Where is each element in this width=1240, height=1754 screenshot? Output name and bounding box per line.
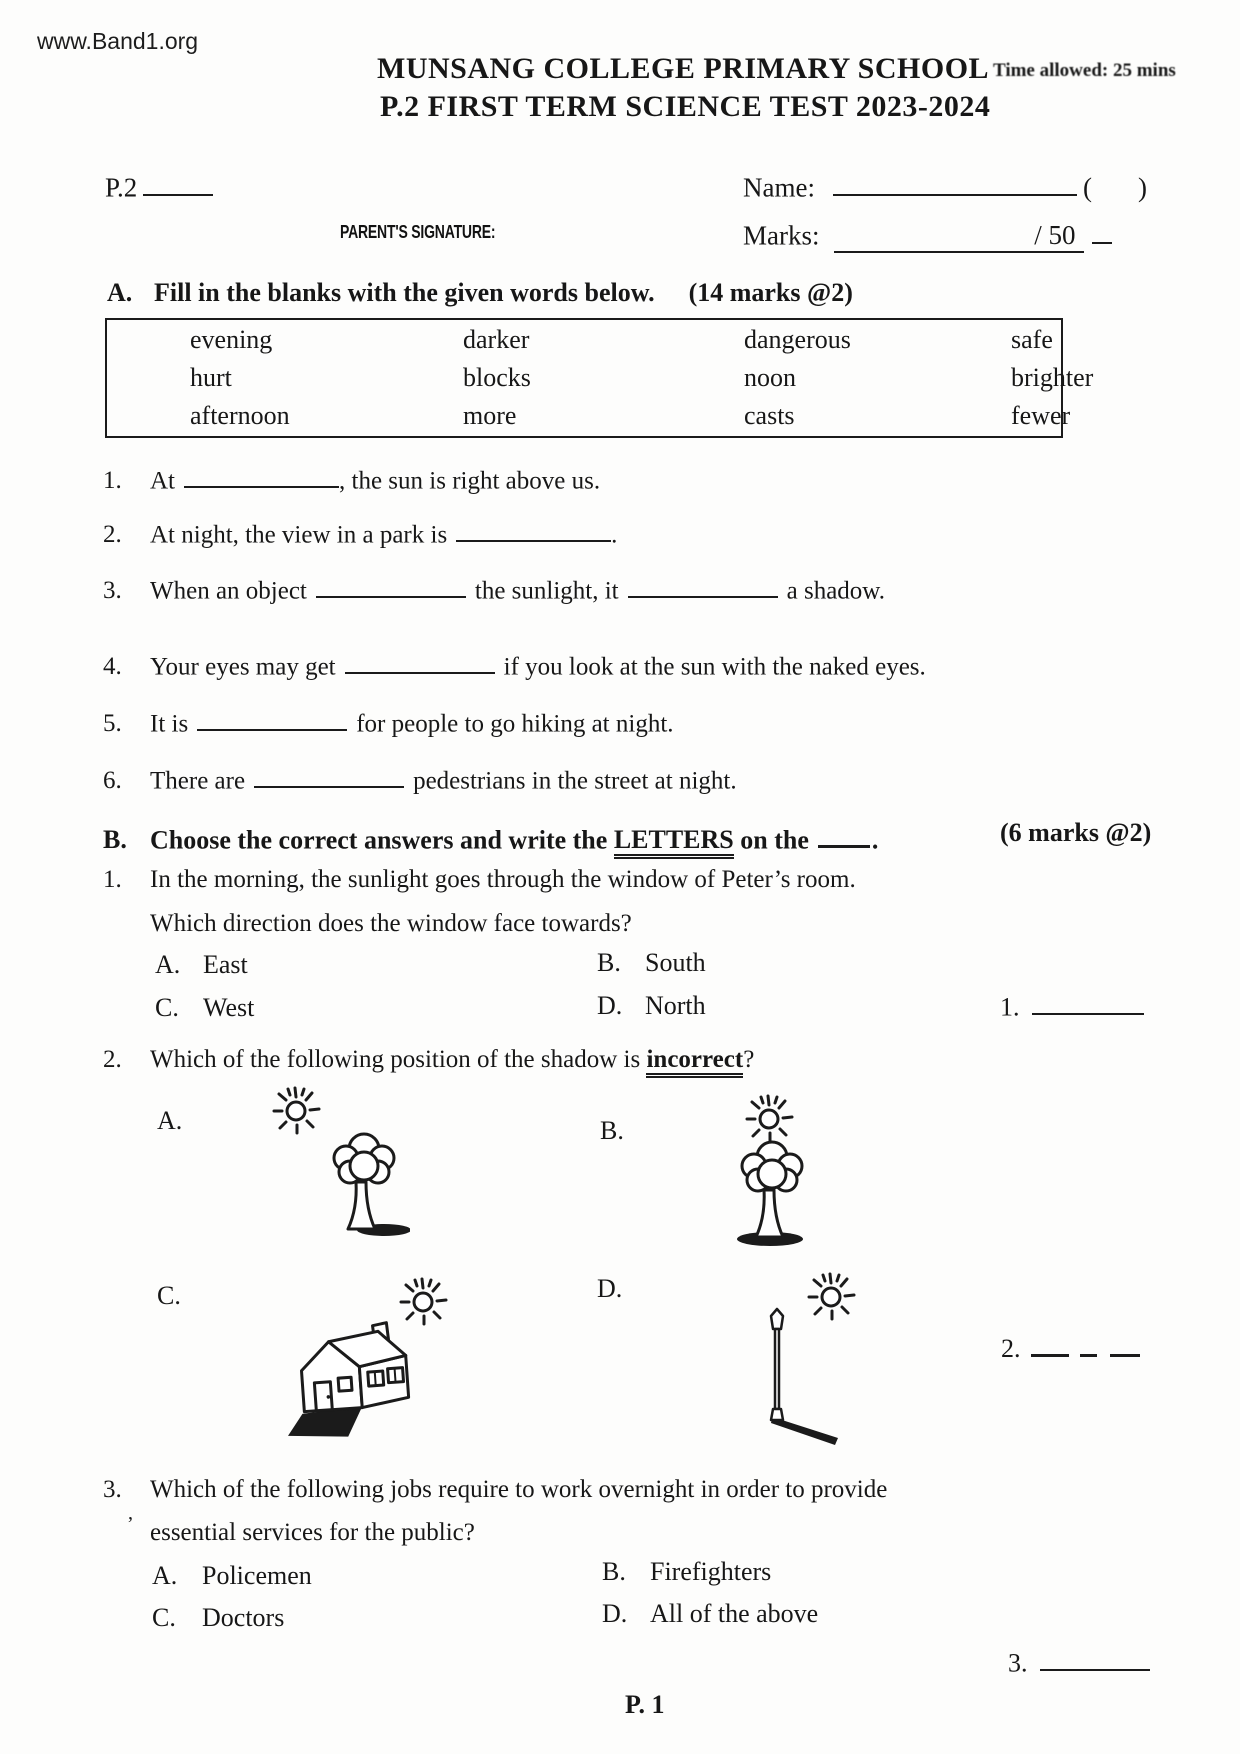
answer-blank-line[interactable] bbox=[254, 760, 404, 788]
word-bank-item: dangerous bbox=[744, 325, 851, 354]
question-number: 1. bbox=[103, 467, 122, 495]
question-number: 1. bbox=[103, 866, 122, 893]
class-label: P.2 bbox=[105, 172, 138, 203]
section-b-marks: (6 marks @2) bbox=[1000, 818, 1152, 847]
question-text: At bbox=[150, 467, 175, 495]
option-letter: B. bbox=[602, 1557, 626, 1586]
option-letter: C. bbox=[155, 993, 179, 1022]
question-text: . bbox=[611, 521, 618, 549]
answer-blank-line[interactable] bbox=[316, 570, 466, 598]
section-b-title: Choose the correct answers and write the bbox=[150, 825, 608, 855]
question-number: 3. bbox=[103, 1476, 122, 1503]
answer-blank-line[interactable] bbox=[1031, 1328, 1069, 1357]
figure-label: D. bbox=[597, 1274, 623, 1303]
section-a-header bbox=[107, 278, 853, 308]
word-bank-item: more bbox=[463, 401, 517, 430]
answer-field bbox=[1008, 1642, 1150, 1678]
option-text: Firefighters bbox=[650, 1557, 772, 1586]
question-row bbox=[103, 866, 856, 894]
word-bank-item: noon bbox=[744, 363, 796, 392]
question-text: Which of the following position of the shadow is bbox=[150, 1046, 641, 1073]
question-row bbox=[103, 703, 674, 738]
answer-blank-line[interactable] bbox=[818, 818, 870, 848]
question-text: There are bbox=[150, 767, 246, 795]
marks-extra-line bbox=[1092, 214, 1112, 244]
answer-blank-line[interactable] bbox=[628, 570, 778, 598]
question-row bbox=[103, 1046, 754, 1074]
option-letter: A. bbox=[155, 950, 181, 979]
question-row bbox=[103, 460, 600, 495]
marks-total: / 50 bbox=[1034, 220, 1076, 251]
section-a-label: A. bbox=[107, 278, 133, 307]
question-text: for people to go hiking at night. bbox=[356, 710, 674, 738]
word-bank-item: casts bbox=[744, 401, 795, 430]
name-field bbox=[743, 166, 1147, 203]
question-text: , the sun is right above us. bbox=[339, 467, 601, 495]
question-number: 3. bbox=[103, 577, 122, 605]
option-letter: A. bbox=[152, 1561, 178, 1590]
stray-mark: ’ bbox=[127, 1513, 134, 1535]
tree-illustration bbox=[726, 1132, 818, 1247]
marks-blank-line[interactable] bbox=[834, 220, 1084, 253]
answer-number: 2. bbox=[1001, 1334, 1021, 1363]
option-text: Policemen bbox=[202, 1561, 312, 1590]
lamp-post-illustration bbox=[756, 1306, 846, 1448]
paren-open: ( bbox=[1082, 172, 1092, 203]
sun-icon bbox=[266, 1080, 326, 1140]
question-number: 4. bbox=[103, 653, 122, 681]
name-label: Name: bbox=[743, 172, 815, 203]
question-row bbox=[103, 760, 737, 795]
question-row bbox=[103, 646, 926, 681]
time-allowed: Time allowed: 25 mins bbox=[993, 60, 1176, 81]
answer-blank-line[interactable] bbox=[1110, 1328, 1140, 1357]
question-text: pedestrians in the street at night. bbox=[413, 767, 737, 795]
option-text: West bbox=[203, 993, 255, 1022]
section-b-header bbox=[103, 818, 878, 855]
question-text: the sunlight, it bbox=[474, 577, 619, 605]
test-title: P.2 FIRST TERM SCIENCE TEST 2023-2024 bbox=[380, 90, 991, 123]
tree-illustration bbox=[318, 1124, 410, 1239]
answer-blank-line[interactable] bbox=[1032, 986, 1144, 1015]
word-bank-item: blocks bbox=[463, 363, 531, 392]
section-b-title-emphasis: LETTERS bbox=[614, 825, 734, 859]
school-name: MUNSANG COLLEGE PRIMARY SCHOOL bbox=[377, 52, 990, 85]
option-letter: D. bbox=[597, 991, 623, 1020]
question-text: ? bbox=[743, 1046, 755, 1073]
figure-label: C. bbox=[157, 1281, 181, 1310]
answer-number: 1. bbox=[1000, 992, 1020, 1022]
question-text: essential services for the public? bbox=[150, 1519, 475, 1546]
answer-blank-line[interactable] bbox=[345, 646, 495, 674]
section-b-title: . bbox=[871, 825, 879, 855]
marks-label: Marks: bbox=[743, 220, 820, 251]
answer-field bbox=[1000, 986, 1144, 1022]
option-text: North bbox=[645, 991, 706, 1020]
section-a-marks: (14 marks @2) bbox=[688, 278, 853, 307]
question-number: 2. bbox=[103, 521, 122, 549]
word-bank-item: brighter bbox=[1011, 363, 1094, 392]
parent-signature-label: PARENT'S SIGNATURE: bbox=[340, 221, 496, 242]
question-number: 5. bbox=[103, 710, 122, 738]
question-text: Which direction does the window face towards? bbox=[150, 910, 632, 937]
section-a-title: Fill in the blanks with the given words below. bbox=[154, 278, 655, 307]
answer-blank-line[interactable] bbox=[1080, 1328, 1097, 1357]
word-bank-item: safe bbox=[1011, 325, 1053, 354]
option-text: All of the above bbox=[650, 1599, 819, 1628]
figure-label: A. bbox=[157, 1106, 183, 1135]
answer-blank-line[interactable] bbox=[184, 460, 339, 488]
class-blank-line[interactable] bbox=[143, 166, 213, 196]
house-illustration bbox=[276, 1305, 435, 1447]
section-b-title: on the bbox=[740, 825, 809, 855]
option-text: East bbox=[203, 950, 248, 979]
question-text-emphasis: incorrect bbox=[646, 1046, 743, 1078]
answer-field bbox=[1001, 1328, 1140, 1364]
word-bank-item: evening bbox=[190, 325, 273, 354]
question-text: if you look at the sun with the naked eyes. bbox=[503, 653, 926, 681]
option-letter: B. bbox=[597, 948, 621, 977]
name-blank-line[interactable] bbox=[833, 166, 1077, 196]
option-text: Doctors bbox=[202, 1603, 285, 1632]
word-bank-item: afternoon bbox=[190, 401, 290, 430]
answer-blank-line[interactable] bbox=[1040, 1642, 1150, 1671]
question-number: 6. bbox=[103, 767, 122, 795]
question-text: Your eyes may get bbox=[150, 653, 336, 681]
marks-field bbox=[743, 214, 1118, 253]
word-bank-item: darker bbox=[463, 325, 530, 354]
answer-blank-line[interactable] bbox=[197, 703, 347, 731]
question-text: At night, the view in a park is bbox=[150, 521, 448, 549]
figure-label: B. bbox=[600, 1116, 624, 1145]
question-text: In the morning, the sunlight goes through the window of Peter’s room. bbox=[150, 866, 856, 893]
question-text: Which of the following jobs require to work overnight in order to provide bbox=[150, 1476, 888, 1503]
option-letter: C. bbox=[152, 1603, 176, 1632]
page-number: P. 1 bbox=[625, 1690, 665, 1719]
question-row bbox=[103, 514, 617, 549]
answer-blank-line[interactable] bbox=[456, 514, 611, 542]
question-number: 2. bbox=[103, 1046, 122, 1073]
paren-close: ) bbox=[1137, 172, 1147, 203]
word-bank-item: fewer bbox=[1011, 401, 1071, 430]
question-text: a shadow. bbox=[786, 577, 885, 605]
option-letter: D. bbox=[602, 1599, 628, 1628]
lamp-shadow bbox=[771, 1418, 838, 1445]
question-text: When an object bbox=[150, 577, 307, 605]
class-field bbox=[105, 166, 219, 203]
section-b-label: B. bbox=[103, 825, 127, 855]
answer-number: 3. bbox=[1008, 1648, 1028, 1678]
question-row bbox=[103, 570, 885, 605]
watermark: www.Band1.org bbox=[37, 28, 199, 54]
word-bank-item: hurt bbox=[190, 363, 232, 392]
option-text: South bbox=[645, 948, 706, 977]
question-text: It is bbox=[150, 710, 189, 738]
question-row bbox=[103, 1476, 887, 1504]
house-shadow bbox=[286, 1407, 364, 1441]
